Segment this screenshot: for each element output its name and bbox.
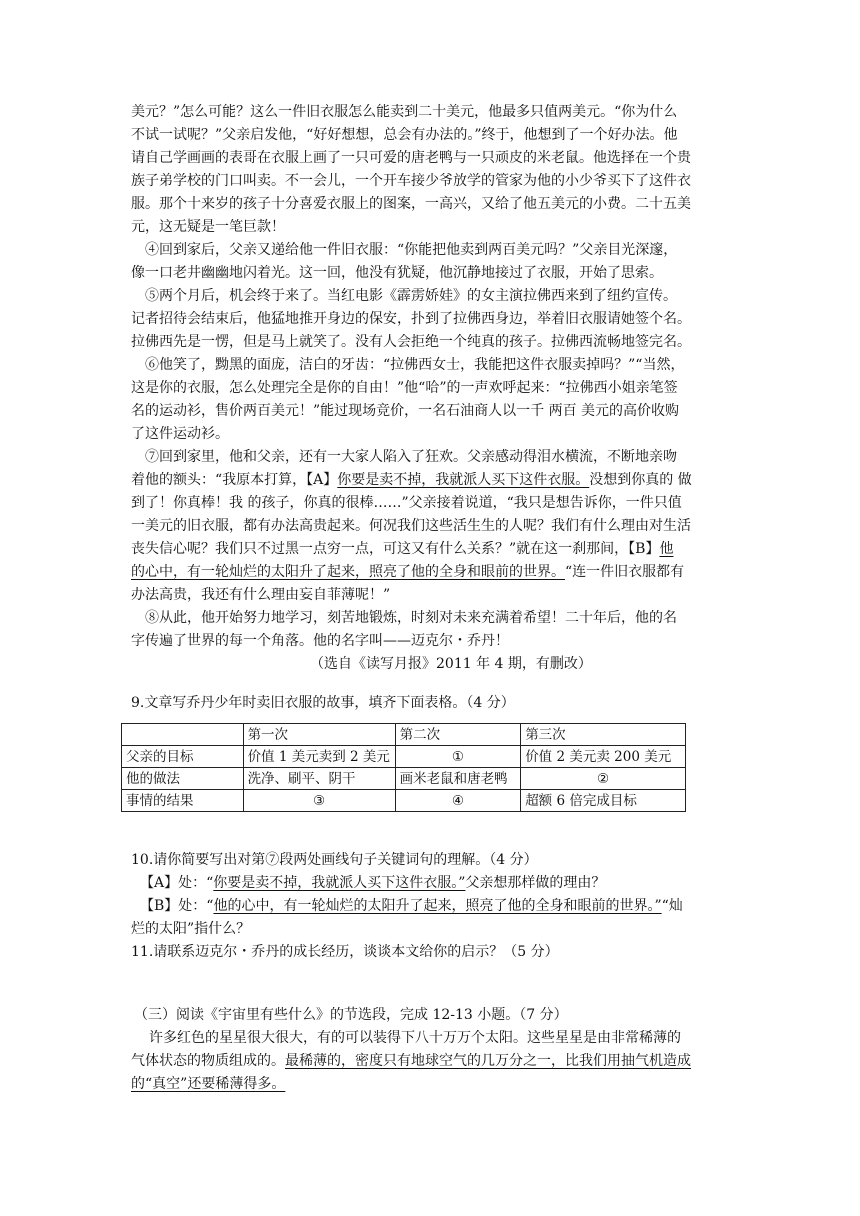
passage-text: 没想到你真的 做: [589, 472, 692, 488]
table-cell: 价值 1 美元卖到 2 美元: [243, 746, 395, 768]
passage-line: 到了！你真棒！我 的孩子，你真的很棒……”父亲接着说道，“我只是想告诉你，一件只值: [131, 495, 682, 511]
passage-line: 一美元的旧衣服，都有办法高贵起来。何况我们这些活生生的人呢？我们有什么理由对生活: [131, 518, 691, 534]
paragraph-5-line: ⑤两个月后，机会终于来了。当红电影《霹雳娇娃》的女主演拉佛西来到了纽约宣传。: [145, 288, 677, 304]
question-9-title: 9.文章写乔丹少年时卖旧衣服的故事，填齐下面表格。（4 分）: [131, 695, 515, 711]
section-3-title: （三）阅读《宇宙里有些什么》的节选段，完成 12-13 小题。（7 分）: [134, 1007, 568, 1023]
passage-line: 服。那个十来岁的孩子十分喜爱衣服上的图案，一高兴，又给了他五美元的小费。二十五美: [131, 196, 691, 212]
table-cell-blank: ②: [521, 768, 686, 790]
table-cell: 价值 2 美元卖 200 美元: [521, 746, 686, 768]
q10a-prefix: 【A】处：“: [140, 875, 214, 891]
section-3-underlined: 最稀薄的，密度只有地球空气的几万分之一，比我们用抽气机造成: [285, 1053, 691, 1069]
section-3-line: [131, 1051, 731, 1071]
table-header-cell: 第一次: [243, 724, 395, 746]
table-cell: 洗净、刷平、阴干: [243, 768, 395, 790]
table-header-cell: 第三次: [521, 724, 686, 746]
passage-text: 丧失信心呢？我们只不过黑一点穷一点，可这又有什么关系？”就在这一刹那间，: [131, 541, 629, 557]
table-cell: 他的做法: [122, 768, 244, 790]
section-3-text: 气体状态的物质组成的。: [131, 1053, 285, 1069]
question-10-b: [140, 896, 740, 916]
table-cell-blank: ③: [243, 790, 395, 812]
underlined-sentence-b: 的心中，有一轮灿烂的太阳升了起来，照亮了他的全身和眼前的世界。: [131, 564, 565, 580]
source-citation: （选自《读写月报》2011 年 4 期，有删改）: [310, 656, 592, 672]
passage-line: 记者招待会结束后，他猛地推开身边的保安，扑到了拉佛西身边，举着旧衣服请她签个名。: [131, 311, 691, 327]
table-header-cell: 第二次: [395, 724, 521, 746]
passage-line-with-a: [131, 470, 731, 490]
table-cell: 父亲的目标: [122, 746, 244, 768]
passage-line: 美元？”怎么可能？这么一件旧衣服怎么能卖到二十美元，他最多只值两美元。“你为什么: [131, 104, 678, 120]
table-row: [122, 768, 686, 790]
table-cell: 事情的结果: [122, 790, 244, 812]
q10b-quote: 他的心中，有一轮灿烂的太阳升了起来，照亮了他的全身和眼前的世界。”: [213, 898, 662, 914]
question-10-b-continued: 烂的太阳”指什么？: [131, 921, 251, 937]
underlined-sentence-a: 你要是卖不掉，我就派人买下这件衣服。: [337, 472, 590, 488]
q10b-prefix: 【B】处：“: [140, 898, 214, 914]
passage-line-with-b: [131, 562, 731, 582]
table-cell: 画米老鼠和唐老鸭: [395, 768, 521, 790]
question-9-table: [121, 723, 686, 812]
passage-line: 请自己学画画的表哥在衣服上画了一只可爱的唐老鸭与一只顽皮的米老鼠。他选择在一个贵: [131, 150, 691, 166]
passage-line: 不试一试呢？”父亲启发他，“好好想想，总会有办法的。”终于，他想到了一个好办法。他: [131, 127, 678, 143]
passage-line: 这是你的衣服，怎么处理完全是你的自由！”他“哈”的一声欢呼起来：“拉佛西小姐亲笔签: [131, 380, 678, 396]
passage-line: 办法高贵，我还有什么理由妄自菲薄呢！”: [131, 587, 391, 603]
table-header-cell: [122, 724, 244, 746]
table-cell: 超额 6 倍完成目标: [521, 790, 686, 812]
table-row: [122, 746, 686, 768]
table-row: [122, 790, 686, 812]
section-3-line: [131, 1074, 731, 1094]
passage-text: 着他的额头：“我原本打算，: [131, 472, 307, 488]
passage-line: 元，这无疑是一笔巨款！: [131, 219, 285, 235]
passage-line: 像一口老井幽幽地闪着光。这一回，他没有犹疑，他沉静地接过了衣服，开始了思索。: [131, 265, 663, 281]
q10b-suffix: “灿: [661, 898, 683, 914]
q10a-suffix: 父亲想那样做的理由？: [465, 875, 606, 891]
q10a-quote: 你要是卖不掉，我就派人买下这件衣服。”: [213, 875, 466, 891]
section-3-line: 许多红色的星星很大很大，有的可以装得下八十万万个太阳。这些星星是由非常稀薄的: [149, 1030, 681, 1046]
section-3-underlined: 的“真空”还要稀薄得多。: [131, 1076, 286, 1092]
marker-b: 【B】: [628, 541, 660, 557]
passage-line: 拉佛西先是一愣，但是马上就笑了。没有人会拒绝一个纯真的孩子。拉佛西流畅地签完名。: [131, 334, 691, 350]
passage-line: 族子弟学校的门口叫卖。不一会儿，一个开车接少爷放学的管家为他的小少爷买下了这件衣: [131, 173, 691, 189]
table-header-row: [122, 724, 686, 746]
passage-line: 了这件运动衫。: [131, 426, 229, 442]
passage-line-with-b: [131, 539, 731, 559]
question-10-title: 10.请你简要写出对第⑦段两处画线句子关键词句的理解。（4 分）: [131, 852, 538, 868]
passage-text: “连一件旧衣服都有: [565, 564, 685, 580]
question-11-title: 11.请联系迈克尔・乔丹的成长经历，谈谈本文给你的启示？（5 分）: [131, 944, 559, 960]
question-10-a: [140, 873, 740, 893]
paragraph-8-line: ⑧从此，他开始努力地学习，刻苦地锻炼，时刻对未来充满着希望！二十年后，他的名: [145, 610, 677, 626]
paragraph-4-line: ④回到家后，父亲又递给他一件旧衣服：“你能把他卖到两百美元吗？”父亲目光深邃，: [145, 242, 678, 258]
paragraph-6-line: ⑥他笑了，黝黑的面庞，洁白的牙齿：“拉佛西女士，我能把这件衣服卖掉吗？”“当然，: [145, 357, 685, 373]
paragraph-7-line: ⑦回到家里，他和父亲，还有一大家人陷入了狂欢。父亲感动得泪水横流，不断地亲吻: [145, 449, 677, 465]
passage-line: 名的运动衫，售价两百美元！”能过现场竞价，一名石油商人以一千 两百 美元的高价收购: [131, 403, 680, 419]
passage-line: 字传遍了世界的每一个角落。他的名字叫——迈克尔・乔丹！: [131, 633, 509, 649]
table-cell-blank: ①: [395, 746, 521, 768]
underlined-sentence-b-start: 他: [659, 541, 674, 557]
marker-a: 【A】: [306, 472, 338, 488]
table-cell-blank: ④: [395, 790, 521, 812]
